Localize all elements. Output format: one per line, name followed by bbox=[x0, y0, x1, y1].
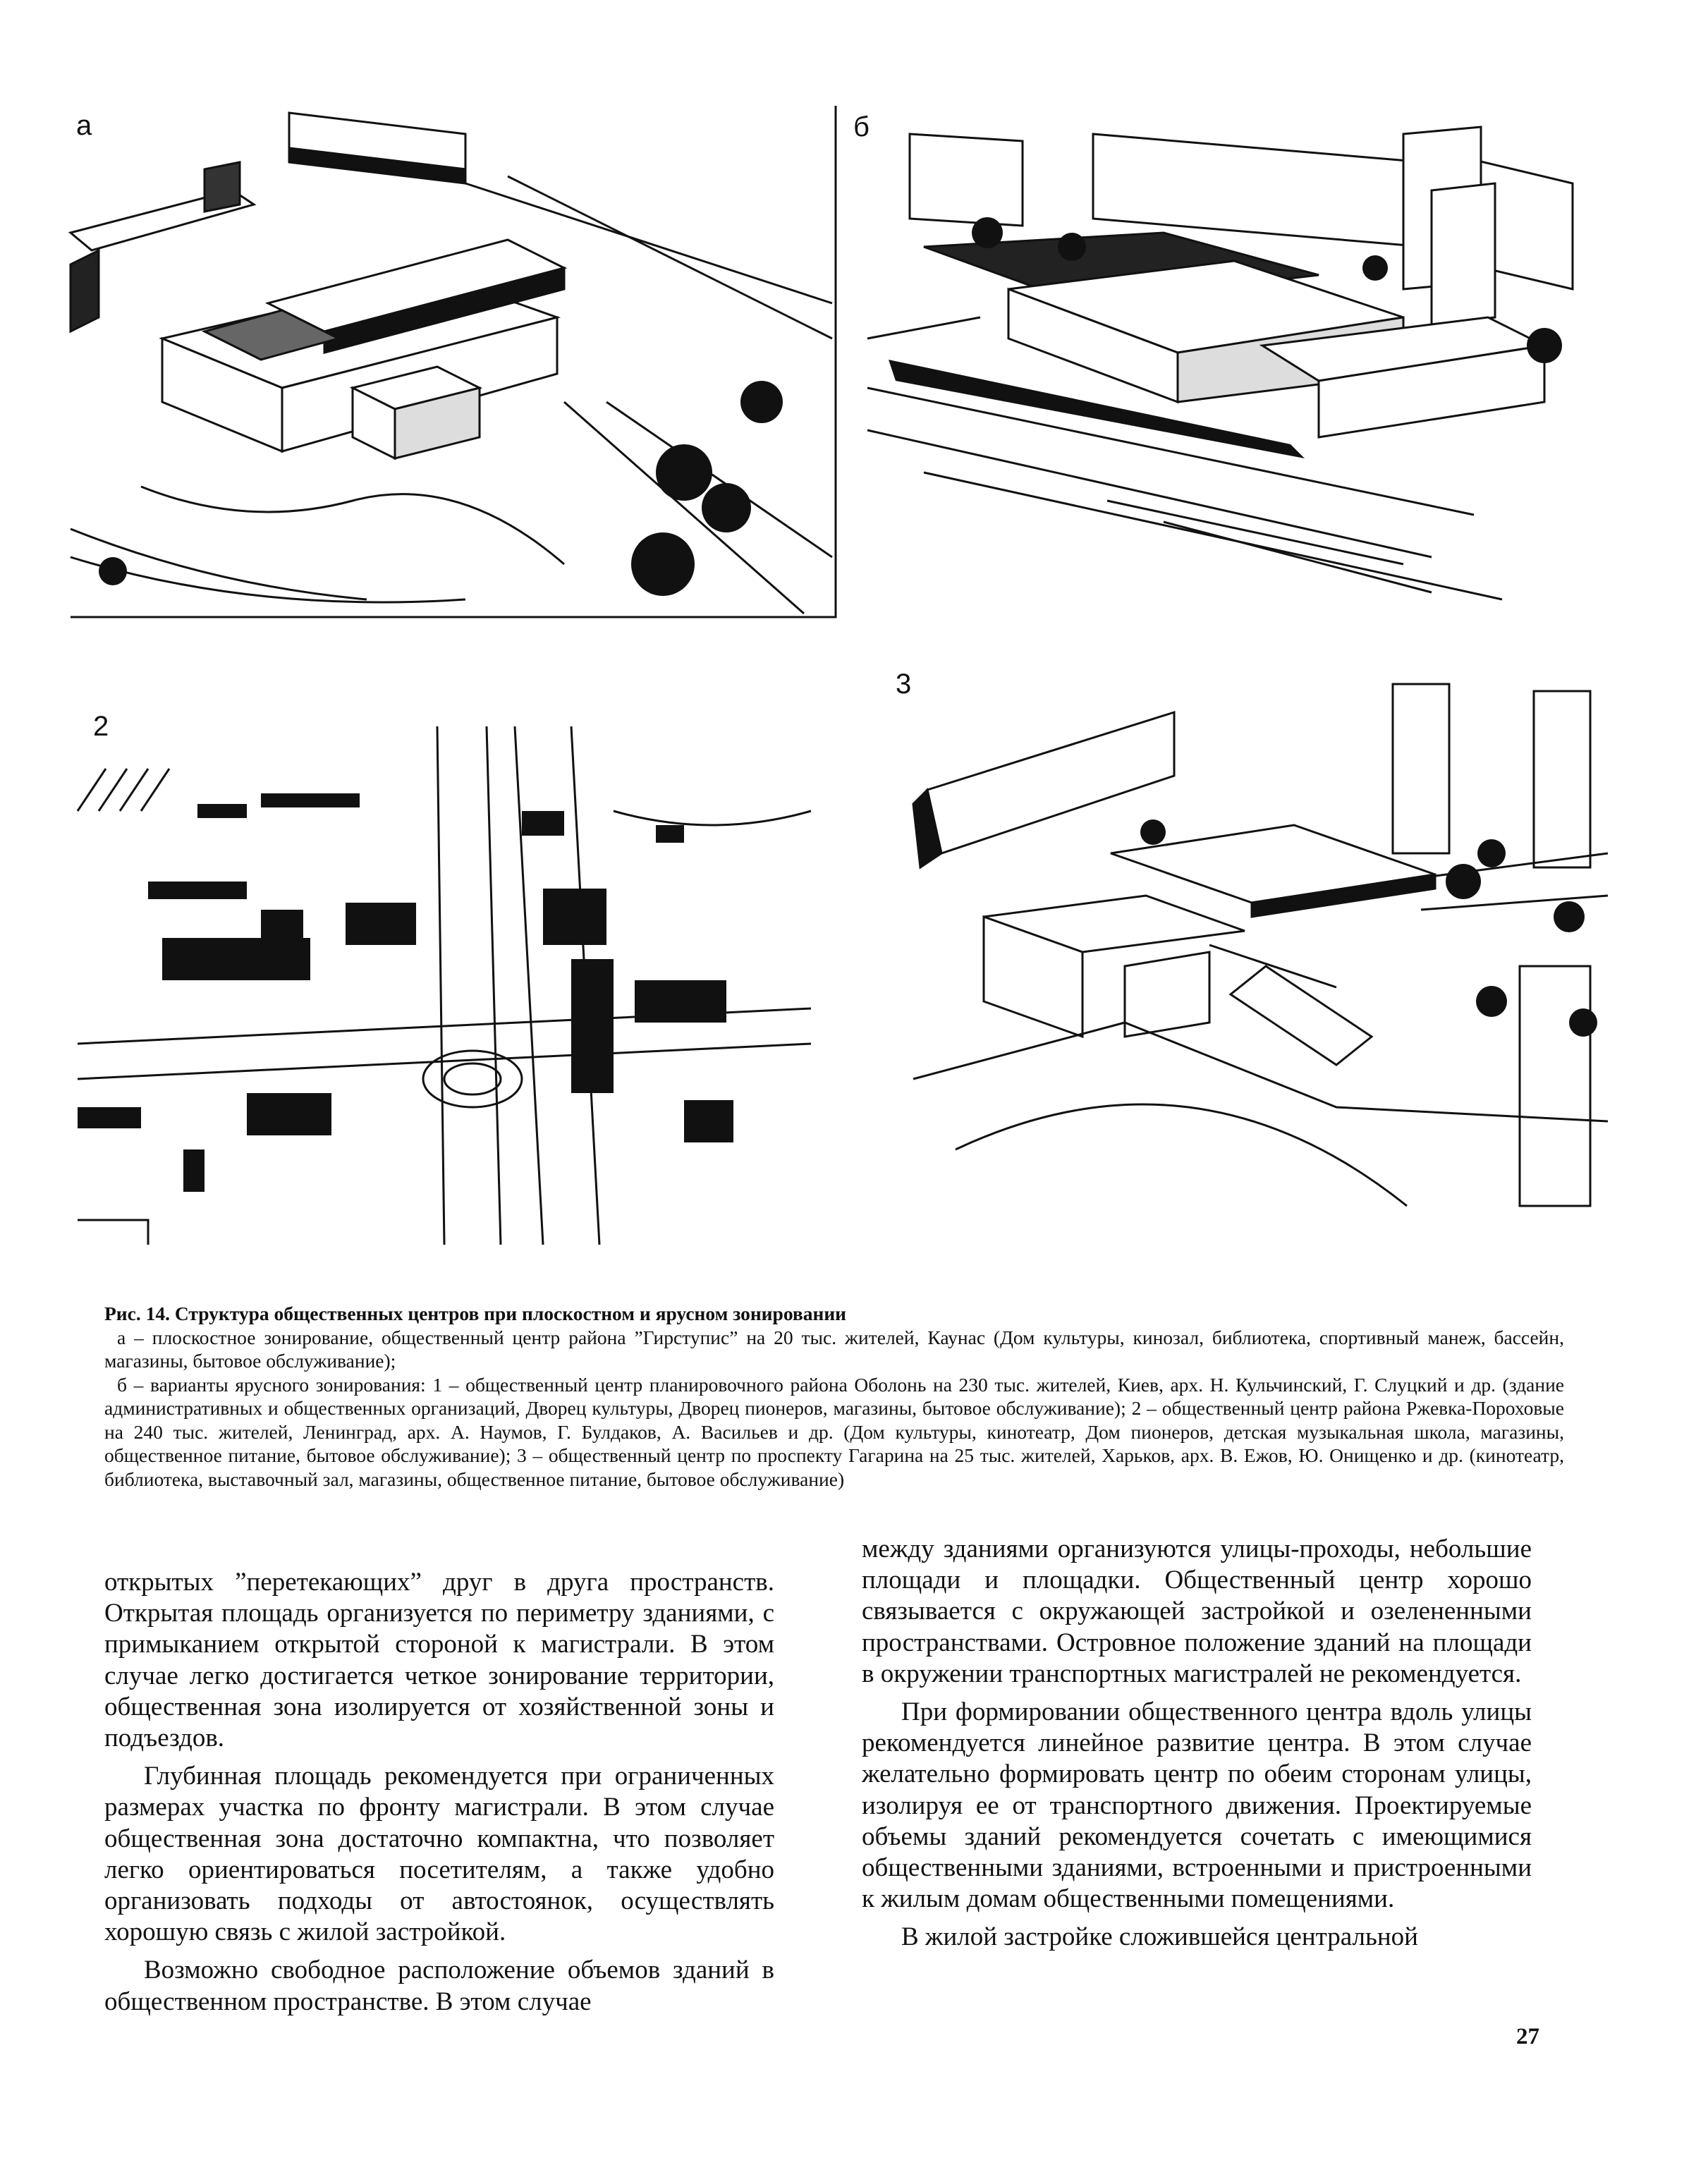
panel-label-a: а bbox=[76, 110, 92, 141]
page-number: 27 bbox=[1516, 2024, 1539, 2049]
paragraph: между зданиями организуются улицы-проходы, небольшие площади и площадки. Общественный центр хорошо связывается с окружающей застройкой и озелененными пространствами. Островное положение зданий на площади в окружении транспортных магистралей не рекомендуется. bbox=[862, 1535, 1532, 1688]
caption-part-b: б – варианты ярусного зонирования: 1 – общественный центр планировочного района Оболонь на 230 тыс. жителей, Киев, арх. Н. Кульчинский, Г. Слуцкий и др. (здание административных и общественных организаций, Дворец культуры, Дворец пионеров, магазины, бытовое обслуживание); 2 – общественный центр района Ржевка-Пороховые на 240 тыс. жителей, Ленинград, арх. А. Наумов, Г. Булдаков, А. Васильев и др. (Дом культуры, кинотеатр, Дом пионеров, детская музыкальная школа, магазины, общественное питание, бытовое обслуживание); 3 – общественный центр по проспекту Гагарина на 25 тыс. жителей, Харьков, арх. В. Ежов, Ю. Онищенко и др. (кинотеатр, библиотека, выставочный зал, магазины, общественное питание, бытовое обслуживание) bbox=[104, 1373, 1564, 1490]
figure-caption bbox=[104, 1302, 1564, 1491]
caption-part-a: а – плоскостное зонирование, общественный центр района ”Гирступис” на 20 тыс. жителей, Каунас (Дом культуры, кинозал, библиотека, спортивный манеж, бассейн, магазины, бытовое обслуживание); bbox=[104, 1326, 1564, 1372]
panel-label-2: 2 bbox=[93, 711, 109, 742]
figure-variant-2-illustration bbox=[78, 711, 811, 1245]
figure-variant-3-illustration bbox=[896, 669, 1608, 1213]
text-column-right bbox=[862, 1534, 1532, 1953]
paragraph: Возможно свободное расположение объемов зданий в общественном пространстве. В этом случае bbox=[104, 1956, 774, 2016]
paragraph: открытых ”перетекающих” друг в друга пространств. Открытая площадь организуется по периметру зданиями, с примыканием открытой стороной к магистрали. В этом случае легко достигается четкое зонирование территории, общественная зона изолируется от хозяйственной зоны и подъездов. bbox=[104, 1568, 774, 1753]
panel-label-b: б bbox=[853, 111, 870, 142]
paragraph: В жилой застройке сложившейся центральной bbox=[901, 1922, 1418, 1952]
panel-label-3: 3 bbox=[896, 669, 912, 700]
text-column-left bbox=[104, 1567, 774, 2018]
paragraph: При формировании общественного центра вдоль улицы рекомендуется линейное развитие центра. В этом случае желательно формировать центр по обеим сторонам улицы, изолируя ее от транспортного движения. Проектируемые объемы зданий рекомендуется сочетать с имеющимися общественными зданиями, встроенными и пристроенными к жилым домам общественными помещениями. bbox=[862, 1697, 1532, 1914]
caption-title: Рис. 14. Структура общественных центров при плоскостном и ярусном зонировании bbox=[104, 1303, 847, 1324]
paragraph: Глубинная площадь рекомендуется при ограниченных размерах участка по фронту магистрали. В этом случае общественная зона достаточно компактна, что позволяет легко ориентироваться посетителям, а также удобно организовать подходы от автостоянок, осуществлять хорошую связь с жилой застройкой. bbox=[104, 1762, 774, 1947]
figure-b-illustration bbox=[853, 106, 1580, 614]
figure-a-illustration bbox=[71, 106, 839, 624]
